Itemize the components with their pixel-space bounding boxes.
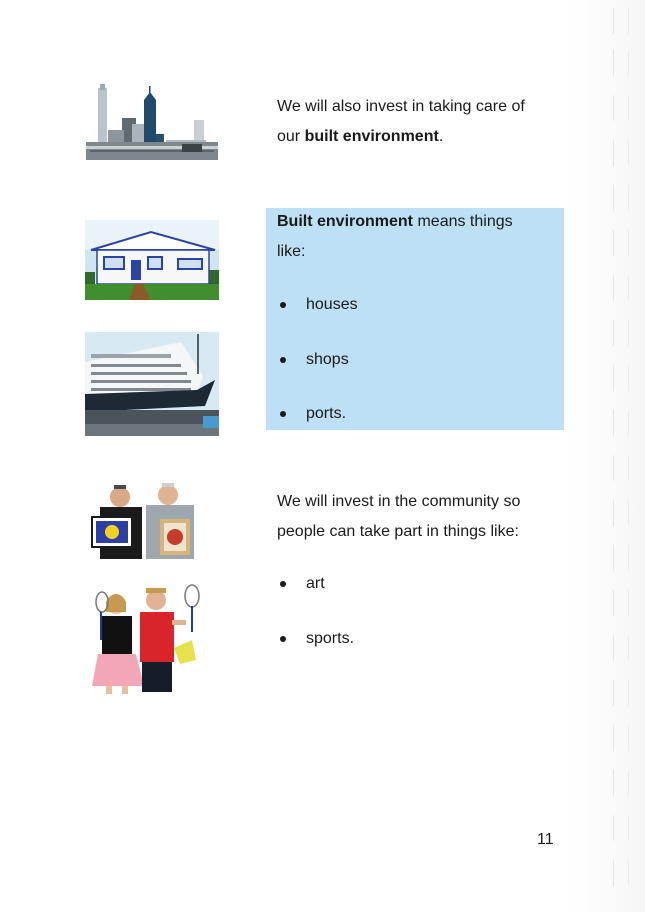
definition-rest: means things bbox=[413, 213, 513, 230]
list-item-label: sports. bbox=[306, 630, 355, 647]
badminton-players-image bbox=[88, 582, 202, 694]
community-line-1: We will invest in the community so bbox=[277, 493, 521, 510]
definition-line-2: like: bbox=[277, 243, 306, 260]
intro-paragraph bbox=[277, 92, 567, 152]
community-line-2: people can take part in things like: bbox=[277, 523, 519, 540]
binder-edge bbox=[613, 0, 631, 912]
intro-line-2 bbox=[277, 122, 567, 152]
city-skyline-image bbox=[86, 84, 218, 160]
cruise-ship-image bbox=[85, 332, 219, 436]
men-holding-artwork-image bbox=[86, 481, 204, 559]
definition-line-1 bbox=[277, 207, 557, 237]
bullet-icon bbox=[280, 581, 286, 587]
definition-term: Built environment bbox=[277, 213, 414, 230]
intro-line-2-end: . bbox=[438, 128, 444, 145]
list-item-label: houses bbox=[306, 296, 358, 313]
bullet-icon bbox=[280, 357, 286, 363]
list-item-label: shops bbox=[306, 351, 349, 368]
bullet-icon bbox=[280, 302, 286, 308]
definition-text bbox=[277, 207, 557, 267]
list-item-label: ports. bbox=[306, 405, 347, 422]
bullet-icon bbox=[280, 411, 286, 417]
built-environment-term: built environment bbox=[304, 128, 439, 145]
list-item-label: art bbox=[306, 575, 325, 592]
house-image bbox=[85, 220, 219, 300]
bullet-icon bbox=[280, 636, 286, 642]
intro-line-2-start: our bbox=[277, 128, 305, 145]
intro-line-1: We will also invest in taking care of bbox=[277, 98, 525, 115]
community-paragraph bbox=[277, 487, 577, 547]
page-number: 11 bbox=[537, 831, 554, 848]
